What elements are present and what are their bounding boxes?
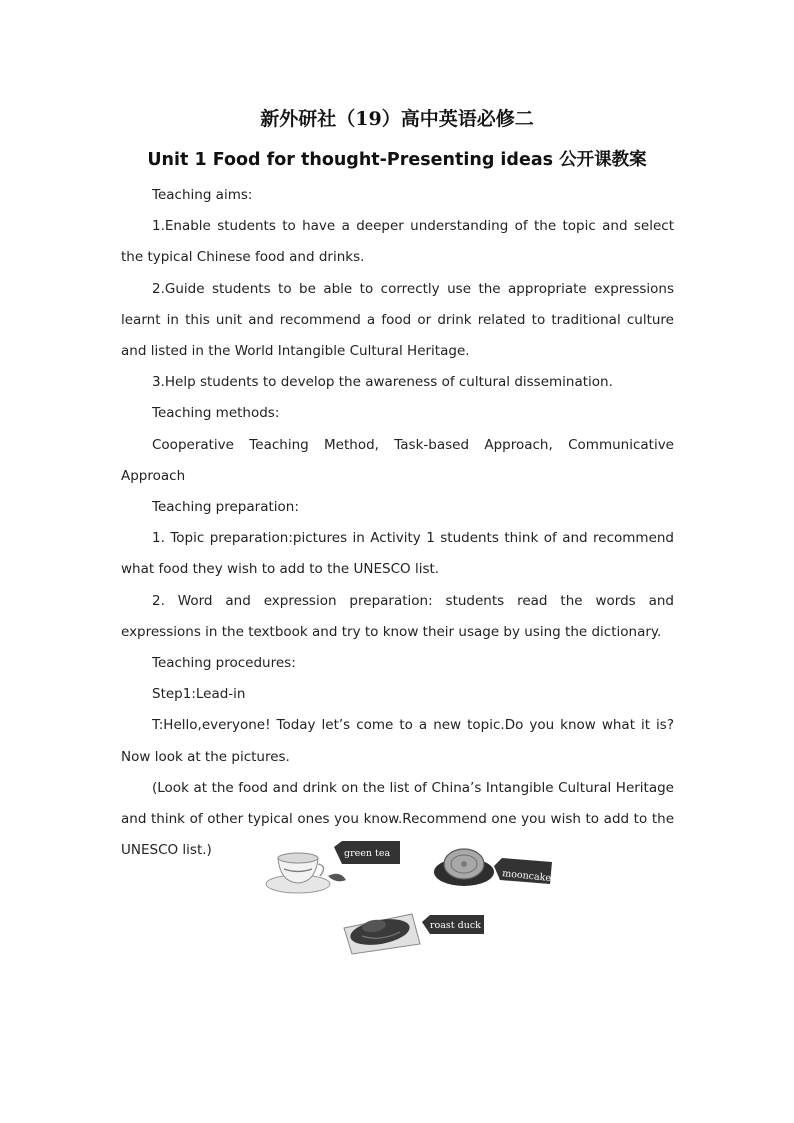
teacher-prompt: T:Hello,everyone! Today let’s come to a new topic.Do you know what it is?Now look at the pictures. [121,717,674,765]
document-title: 新外研社（19）高中英语必修二 [260,108,534,130]
heading-teaching-aims: Teaching aims: [152,187,253,203]
document-subtitle: Unit 1 Food for thought-Presenting ideas 公开课教案 [147,150,647,170]
document-body [121,180,674,866]
mooncake-picture [434,849,552,886]
label-green-tea: green tea [344,848,391,859]
activity-instruction: (Look at the food and drink on the list of China’s Intangible Cultural Heritage and think of other typical ones you know.Recommend one you wish to add to the UNESCO list.) [121,779,674,859]
preparation-1: 1. Topic preparation:pictures in Activity 1 students think of and recommend what food they wish to add to the UNESCO list. [121,530,674,578]
aim-1: 1.Enable students to have a deeper understanding of the topic and select the typical Chinese food and drinks. [121,218,674,266]
label-mooncake: mooncake [501,868,552,885]
preparation-2: 2. Word and expression preparation: students read the words and expressions in the textbook and try to know their usage by using the dictionary. [121,592,674,640]
roast-duck-picture [344,914,484,954]
aim-3: 3.Help students to develop the awareness of cultural dissemination. [152,374,613,391]
food-pictures-figure [262,836,562,958]
label-roast-duck: roast duck [430,920,481,931]
green-tea-picture [266,841,400,893]
methods-list: Cooperative Teaching Method, Task-based Approach, Communicative Approach [121,436,674,484]
heading-teaching-methods: Teaching methods: [152,405,280,422]
heading-teaching-preparation: Teaching preparation: [152,499,299,516]
aim-2: 2.Guide students to be able to correctly use the appropriate expressions learnt in this unit and recommend a food or drink related to traditional culture and listed in the World Intangible Cultural Heritage. [121,280,674,360]
heading-teaching-procedures: Teaching procedures: [152,655,296,672]
step-1-heading: Step1:Lead-in [152,686,246,703]
